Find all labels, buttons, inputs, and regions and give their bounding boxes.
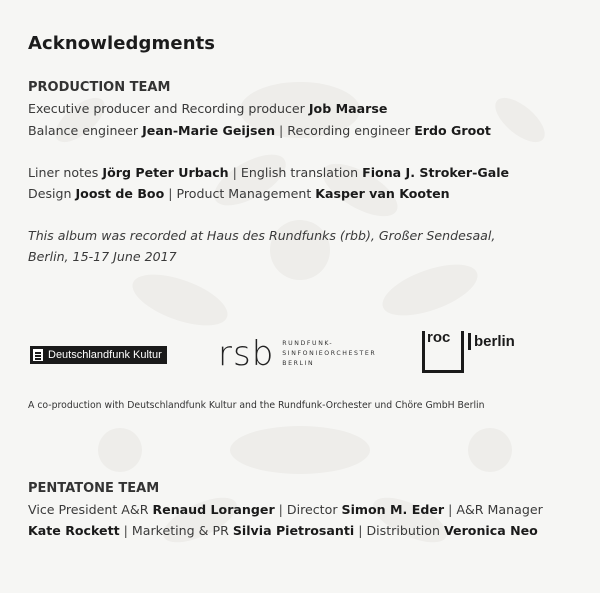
roc-berlin-text: berlin	[468, 333, 515, 350]
role-label: Distribution	[366, 523, 440, 538]
credit-name: Kate Rockett	[28, 523, 120, 538]
page-title: Acknowledgments	[28, 33, 216, 54]
credit-name: Jean-Marie Geijsen	[142, 123, 276, 138]
role-label: Liner notes	[28, 165, 99, 180]
pentatone-line-1	[28, 502, 543, 517]
rsb-line-1: RUNDFUNK-	[282, 340, 334, 347]
separator: |	[232, 165, 237, 180]
credit-name: Joost de Boo	[75, 186, 165, 201]
credit-name: Erdo Groot	[414, 123, 491, 138]
coproduction-note: A co-production with Deutschlandfunk Kultur and the Rundfunk-Orchester und Chöre GmbH Berlin	[28, 400, 485, 411]
production-team-heading: PRODUCTION TEAM	[28, 80, 171, 95]
rsb-line-3: BERLIN	[282, 360, 315, 367]
credit-name: Job Maarse	[308, 101, 388, 116]
production-line-2	[28, 123, 491, 138]
role-label: Balance engineer	[28, 123, 139, 138]
separator: |	[358, 523, 363, 538]
rsb-logo	[218, 334, 376, 374]
credit-name: Silvia Pietrosanti	[232, 523, 355, 538]
production-line-1	[28, 101, 387, 116]
recording-info-line-1: This album was recorded at Haus des Rundfunks (rbb), Großer Sendesaal,	[28, 228, 496, 243]
roc-logo-text: roc	[427, 329, 451, 346]
credit-name: Simon M. Eder	[341, 502, 445, 517]
pentatone-team-heading: PENTATONE TEAM	[28, 481, 160, 496]
credit-name: Fiona J. Stroker-Gale	[362, 165, 510, 180]
rsb-logo-text	[282, 339, 376, 369]
separator: |	[123, 523, 128, 538]
separator: |	[168, 186, 173, 201]
roc-box-icon	[422, 331, 464, 373]
recording-info-line-2: Berlin, 15-17 June 2017	[28, 249, 177, 264]
credit-name: Renaud Loranger	[152, 502, 275, 517]
role-label: Executive producer and Recording producer	[28, 101, 305, 116]
role-label: Recording engineer	[287, 123, 411, 138]
dlf-logo-text: Deutschlandfunk Kultur	[48, 349, 162, 361]
credit-name: Jörg Peter Urbach	[102, 165, 229, 180]
separator: |	[448, 502, 453, 517]
separator: |	[278, 502, 283, 517]
production-line-3	[28, 165, 509, 180]
role-label: English translation	[240, 165, 359, 180]
production-line-4	[28, 186, 450, 201]
rsb-line-2: SINFONIEORCHESTER	[282, 350, 377, 357]
roc-berlin-logo	[422, 331, 515, 373]
credit-name: Veronica Neo	[443, 523, 538, 538]
rsb-logo-mark: rsb	[218, 334, 275, 374]
separator: |	[279, 123, 284, 138]
dlf-mark-icon	[33, 349, 43, 361]
role-label: Product Management	[176, 186, 312, 201]
pentatone-line-2	[28, 523, 538, 538]
role-label: Marketing & PR	[131, 523, 229, 538]
deutschlandfunk-kultur-logo	[30, 346, 167, 364]
role-label: Design	[28, 186, 72, 201]
role-label: Vice President A&R	[28, 502, 149, 517]
role-label: Director	[286, 502, 338, 517]
role-label: A&R Manager	[456, 502, 543, 517]
credit-name: Kasper van Kooten	[315, 186, 450, 201]
